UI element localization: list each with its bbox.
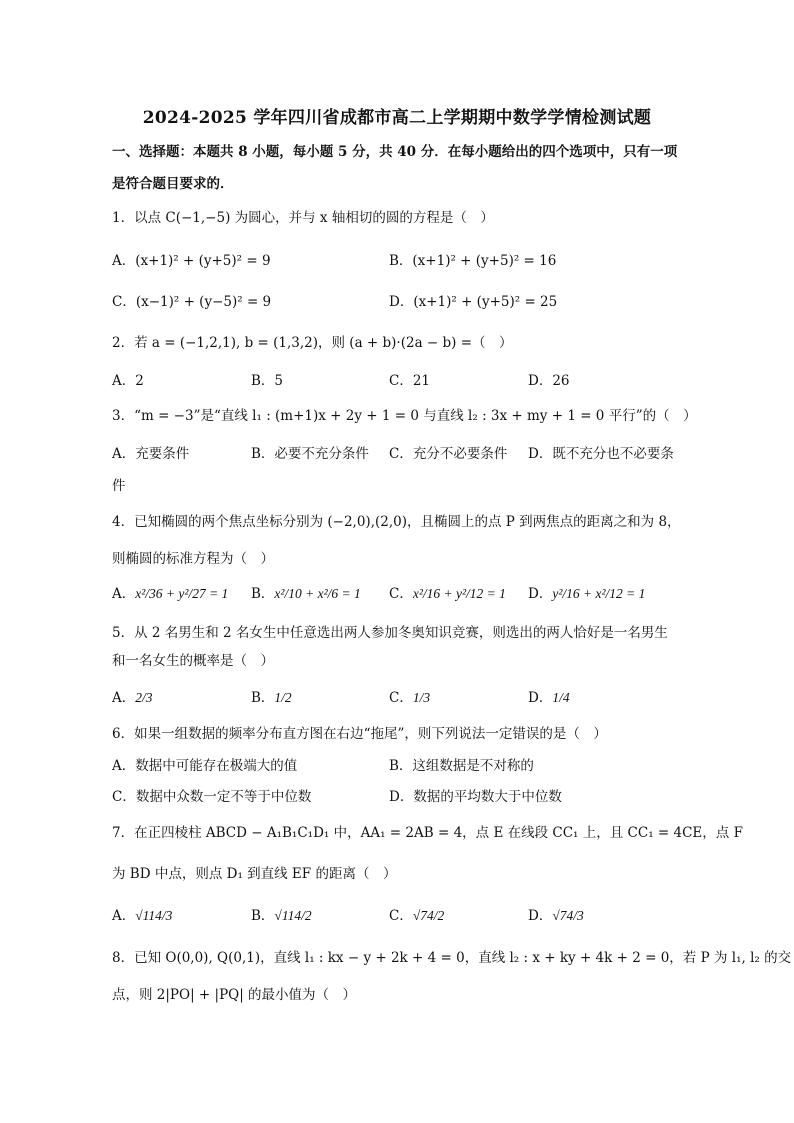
question-8-stem-line2: 点，则 2|PO| + |PQ| 的最小值为（ ） (112, 987, 357, 1003)
question-4-option-c: C．x²/16 + y²/12 = 1 (389, 586, 506, 602)
question-7-stem-line2: 为 BD 中点，则点 D₁ 到直线 EF 的距离（ ） (112, 866, 397, 882)
question-3-option-a: A．充要条件 (112, 446, 190, 462)
question-7-option-d-math: √74/3 (552, 908, 584, 923)
question-7-option-c-math: √74/2 (412, 908, 445, 923)
question-6-option-a: A．数据中可能存在极端大的值 (112, 758, 298, 774)
question-6-option-d: D．数据的平均数大于中位数 (389, 789, 562, 805)
question-5-option-c: C．1/3 (389, 690, 431, 706)
question-3-stem: 3．“m = −3”是“直线 l₁ : (m+1)x + 2y + 1 = 0 与直线 l₂ : 3x + my + 1 = 0 平行”的（ ） (112, 408, 697, 424)
question-3-option-d: D．既不充分也不必要条 (528, 446, 674, 462)
question-1-stem: 1．以点 C(−1,−5) 为圆心，并与 x 轴相切的圆的方程是（ ） (112, 210, 494, 226)
question-7-option-b-math: √114/2 (274, 908, 312, 923)
question-4-option-b: B．x²/10 + x²/6 = 1 (251, 586, 361, 602)
question-4-option-d-math: y²/16 + x²/12 = 1 (552, 586, 646, 601)
question-2-option-c: C．21 (389, 373, 431, 389)
question-8-stem-line1: 8．已知 O(0,0), Q(0,1)，直线 l₁ : kx − y + 2k + 4 = 0，直线 l₂ : x + ky + 4k + 2 = 0，若 P 为 l₁, l₂ 的交 (112, 950, 792, 966)
question-2-option-d: D．26 (528, 373, 570, 389)
question-1-option-c: C．(x−1)² + (y−5)² = 9 (112, 294, 272, 310)
question-2-option-b: B．5 (251, 373, 284, 389)
page-title: 2024-2025 学年四川省成都市高二上学期期中数学学情检测试题 (142, 108, 652, 128)
question-5-stem-line1: 5．从 2 名男生和 2 名女生中任意选出两人参加冬奥知识竞赛，则选出的两人恰好是一名男生 (112, 625, 668, 641)
question-7-option-c: C．√74/2 (389, 908, 445, 924)
question-5-option-b: B．1/2 (251, 690, 292, 706)
question-5-option-a: A．2/3 (112, 690, 153, 706)
question-7-option-a-math: √114/3 (135, 908, 173, 923)
question-4-option-b-math: x²/10 + x²/6 = 1 (274, 586, 361, 601)
section-heading-line1: 一、选择题：本题共 8 小题，每小题 5 分，共 40 分．在每小题给出的四个选项中，只有一项 (112, 144, 678, 160)
question-7-option-a: A．√114/3 (112, 908, 173, 924)
section-heading-line2: 是符合题目要求的． (112, 176, 234, 192)
question-4-stem-line2: 则椭圆的标准方程为（ ） (112, 551, 274, 567)
question-6-stem: 6．如果一组数据的频率分布直方图在右边“拖尾”，则下列说法一定错误的是（ ） (112, 726, 607, 742)
question-4-option-d: D．y²/16 + x²/12 = 1 (528, 586, 646, 602)
question-6-option-c: C．数据中众数一定不等于中位数 (112, 789, 312, 805)
question-3-option-c: C．充分不必要条件 (389, 446, 508, 462)
question-3-option-d-wrap: 件 (112, 478, 126, 494)
question-5-option-c-math: 1/3 (412, 690, 431, 705)
question-1-option-a: A．(x+1)² + (y+5)² = 9 (112, 253, 271, 269)
question-1-option-b: B．(x+1)² + (y+5)² = 16 (389, 253, 557, 269)
question-5-option-d: D．1/4 (528, 690, 570, 706)
question-4-option-a-math: x²/36 + y²/27 = 1 (135, 586, 229, 601)
question-5-stem-line2: 和一名女生的概率是（ ） (112, 653, 274, 669)
question-2-option-a: A．2 (112, 373, 144, 389)
question-4-stem-line1: 4．已知椭圆的两个焦点坐标分别为 (−2,0),(2,0)，且椭圆上的点 P 到两焦点的距离之和为 8， (112, 514, 681, 530)
question-4-option-c-math: x²/16 + y²/12 = 1 (412, 586, 506, 601)
question-1-option-d: D．(x+1)² + (y+5)² = 25 (389, 294, 558, 310)
question-5-option-d-math: 1/4 (552, 690, 570, 705)
question-7-option-d: D．√74/3 (528, 908, 584, 924)
question-5-option-b-math: 1/2 (274, 690, 292, 705)
question-2-stem: 2．若 a = (−1,2,1), b = (1,3,2)，则 (a + b)·(2a − b) =（ ） (112, 335, 513, 351)
question-5-option-a-math: 2/3 (135, 690, 153, 705)
question-7-option-b: B．√114/2 (251, 908, 312, 924)
question-4-option-a: A．x²/36 + y²/27 = 1 (112, 586, 229, 602)
question-3-option-b: B．必要不充分条件 (251, 446, 369, 462)
question-7-stem-line1: 7．在正四棱柱 ABCD − A₁B₁C₁D₁ 中，AA₁ = 2AB = 4，点 E 在线段 CC₁ 上，且 CC₁ = 4CE，点 F (112, 825, 743, 841)
question-6-option-b: B．这组数据是不对称的 (389, 758, 534, 774)
